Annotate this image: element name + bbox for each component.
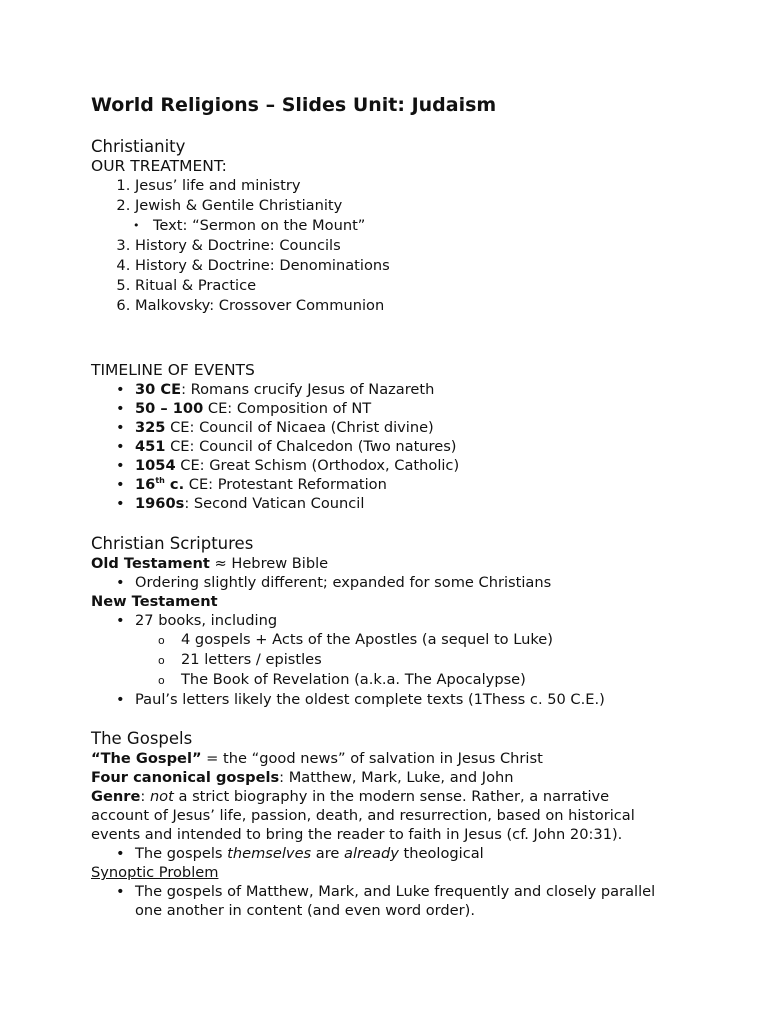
scriptures-heading: Christian Scriptures — [91, 534, 254, 553]
event-text: : Second Vatican Council — [184, 495, 365, 512]
list-item: 6. Malkovsky: Crossover Communion — [135, 296, 731, 316]
event-date: 451 — [135, 438, 166, 455]
list-item — [91, 437, 731, 456]
list-subitem: • Text: “Sermon on the Mount” — [91, 216, 731, 236]
old-testament-line — [91, 554, 731, 573]
new-testament-line — [91, 592, 731, 611]
treatment-list — [91, 176, 731, 216]
list-item: • The gospels themselves are already theological — [91, 844, 731, 863]
list-item — [91, 399, 731, 418]
ordinal-suffix: th — [155, 476, 165, 485]
genre-emphasis: not — [149, 788, 174, 805]
ot-label: Old Testament — [91, 555, 210, 572]
gospels-section — [91, 729, 731, 920]
list-item: 4. History & Doctrine: Denominations — [135, 256, 731, 276]
christianity-section — [91, 137, 731, 316]
christianity-heading: Christianity — [91, 137, 186, 156]
gospel-text: = the “good news” of salvation in Jesus Christ — [201, 750, 543, 767]
four-text: : Matthew, Mark, Luke, and John — [279, 769, 514, 786]
event-date: 1054 — [135, 457, 176, 474]
four-gospels-line — [91, 768, 731, 787]
nt-label: New Testament — [91, 593, 218, 610]
list-item: • The gospels of Matthew, Mark, and Luke frequently and closely parallel one another in content (and even word order). — [91, 882, 680, 920]
list-item: 3. History & Doctrine: Councils — [135, 236, 731, 256]
ot-text: ≈ Hebrew Bible — [209, 555, 329, 572]
gospels-heading: The Gospels — [91, 729, 193, 748]
event-text: : Romans crucify Jesus of Nazareth — [181, 381, 435, 398]
list-subitem: o 21 letters / epistles — [91, 650, 731, 670]
list-item — [91, 475, 731, 494]
list-item: • Ordering slightly different; expanded for some Christians — [91, 573, 731, 592]
scriptures-section — [91, 534, 731, 709]
event-date: 30 CE — [135, 381, 182, 398]
timeline-list — [91, 380, 731, 513]
list-item — [91, 456, 731, 475]
list-item: 5. Ritual & Practice — [135, 276, 731, 296]
event-text: CE: Protestant Reformation — [184, 476, 387, 493]
list-item — [91, 494, 731, 513]
event-date: 325 — [135, 419, 166, 436]
treatment-list-continued — [91, 236, 731, 316]
list-item: 2. Jewish & Gentile Christianity — [135, 196, 731, 216]
event-text: CE: Council of Chalcedon (Two natures) — [165, 438, 457, 455]
list-item — [91, 380, 731, 399]
four-label: Four canonical gospels — [91, 769, 280, 786]
event-date: 16th c. — [135, 476, 185, 493]
event-text: CE: Composition of NT — [203, 400, 372, 417]
our-treatment-heading: OUR TREATMENT: — [91, 157, 227, 175]
genre-label: Genre — [91, 788, 141, 805]
event-date: 1960s — [135, 495, 185, 512]
list-item — [91, 418, 731, 437]
genre-paragraph: Genre: not a strict biography in the modern sense. Rather, a narrative account of Jesus’ life, passion, death, and resurrection, based on historical events and intended to bring the reader to faith in Jesus (cf. John 20:31). — [91, 788, 635, 843]
timeline-heading: TIMELINE OF EVENTS — [91, 361, 255, 379]
gospel-definition — [91, 749, 731, 768]
list-subitem: o 4 gospels + Acts of the Apostles (a sequel to Luke) — [91, 630, 731, 650]
synoptic-heading: Synoptic Problem — [91, 864, 219, 881]
list-item: 1. Jesus’ life and ministry — [135, 176, 731, 196]
event-date: 50 – 100 — [135, 400, 204, 417]
list-subitem: o The Book of Revelation (a.k.a. The Apocalypse) — [91, 670, 731, 690]
document-title: World Religions – Slides Unit: Judaism — [91, 94, 497, 116]
timeline-section — [91, 361, 731, 513]
list-item: • Paul’s letters likely the oldest complete texts (1Thess c. 50 C.E.) — [91, 690, 731, 709]
genre-text: a strict biography in the modern sense. Rather, a narrative account of Jesus’ life, passion, death, and resurrection, based on historical events and intended to bring the reader to faith in Jesus (cf. John 20:31). — [91, 788, 635, 843]
gospel-label: “The Gospel” — [91, 750, 202, 767]
event-text: CE: Council of Nicaea (Christ divine) — [165, 419, 434, 436]
event-text: CE: Great Schism (Orthodox, Catholic) — [175, 457, 460, 474]
list-item: • 27 books, including — [91, 611, 731, 630]
